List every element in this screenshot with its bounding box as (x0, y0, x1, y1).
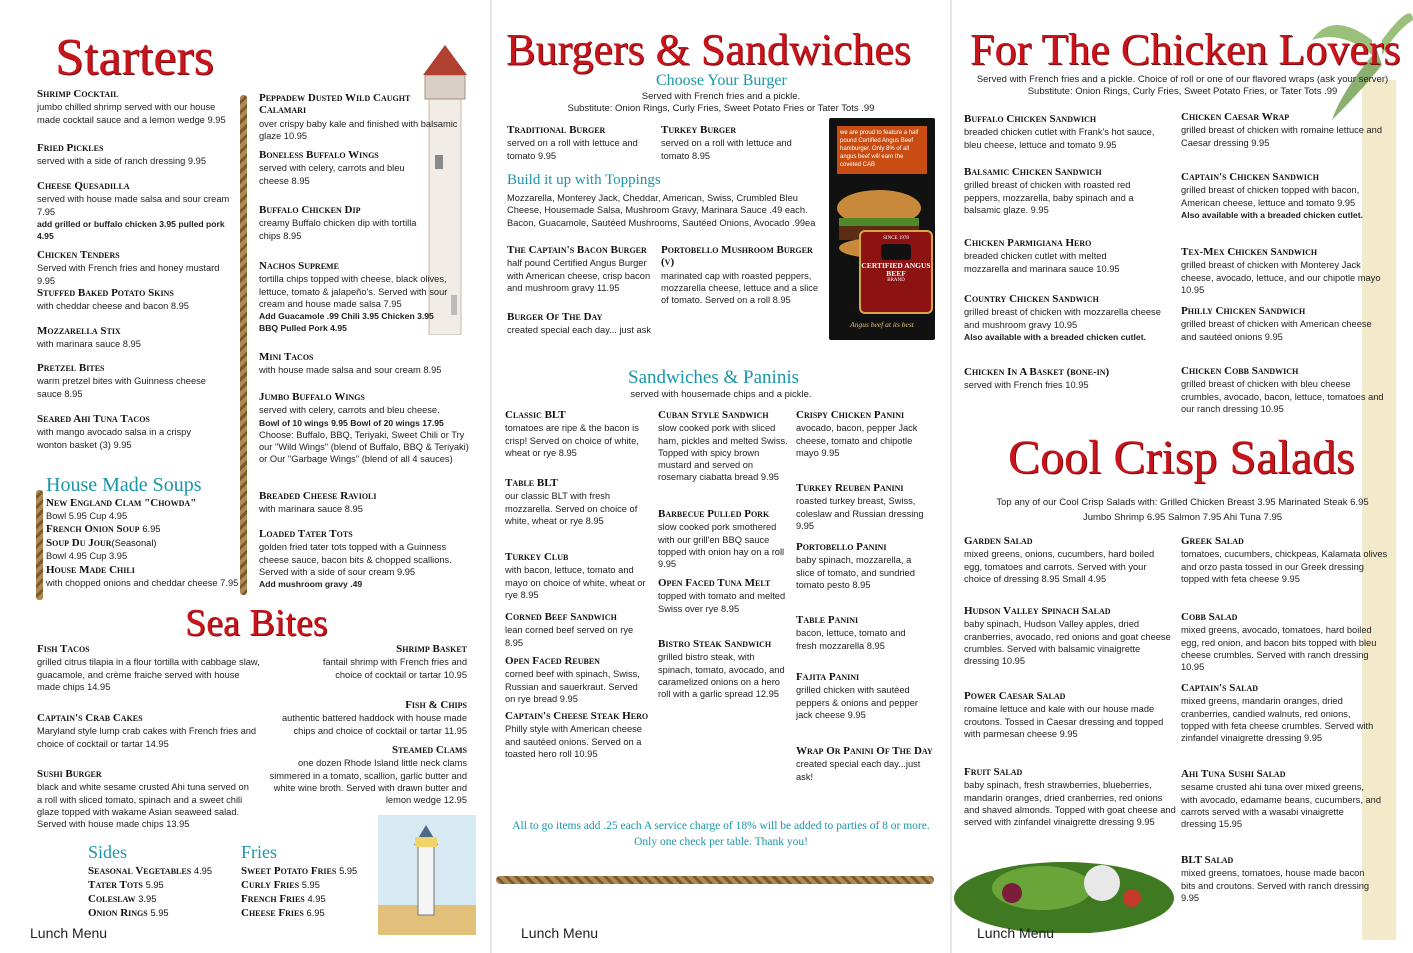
menu-item-name: Wrap Or Panini Of The Day (796, 745, 933, 757)
menu-item-description: created special each day...just ask! (796, 759, 921, 782)
menu-item-description: corned beef with spinach, Swiss, Russian and sauerkraut. Served on rye bread 9.95 (505, 669, 640, 704)
menu-item-name: Fajita Panini (796, 671, 860, 683)
menu-item-description: bacon, lettuce, tomato and fresh mozzarella 8.95 (796, 628, 906, 651)
menu-item-name: Fruit Salad (964, 766, 1023, 778)
angus-tagline: Angus beef at its best (850, 320, 914, 329)
menu-item (796, 541, 926, 591)
menu-item-name: Chicken Parmigiana Hero (964, 237, 1092, 249)
menu-item-description: breaded chicken cutlet with Frank's hot sauce, bleu cheese, lettuce and tomato 9.95 (964, 127, 1155, 150)
menu-item (37, 249, 237, 287)
menu-item-description: slow cooked pork with sliced ham, pickles and melted Swiss. Topped with spicy brown mustard and served on rosemary ciabatta bread 9.95 (658, 423, 788, 483)
menu-item-name: Loaded Tater Tots (259, 528, 353, 540)
chicken-note-2: Substitute: Onion Rings, Curly Fries, Sweet Potato Fries, or Tater Tots .99 (1027, 86, 1338, 97)
menu-item-description: marinated cap with roasted peppers, mozzarella cheese, lettuce and a slice of tomato. Served on a roll 8.95 (661, 270, 819, 306)
menu-item (259, 391, 474, 466)
menu-item-description: avocado, bacon, pepper Jack cheese, tomato and chipotle mayo 9.95 (796, 423, 918, 458)
menu-item-description: half pound Certified Angus Burger with American cheese, crisp bacon and mushroom gravy 11.95 (507, 258, 651, 293)
menu-item-description: golden fried tater tots topped with a Guinness cheese sauce, bacon bits & chopped scallions. Served with a side of sour cream 9.95 (259, 542, 452, 577)
menu-item (37, 180, 237, 242)
menu-item-description: grilled breast of chicken with bleu cheese crumbles, avocado, bacon, lettuce, tomatoes and our ranch dressing 10.95 (1181, 379, 1384, 414)
menu-item-description: breaded chicken cutlet with melted mozzarella and marinara sauce 10.95 (964, 251, 1120, 274)
sides-list (88, 864, 212, 920)
menu-item-description: baby spinach, mozzarella, a slice of tomato, and sundried tomato pesto 8.95 (796, 555, 915, 590)
menu-item-name: Chicken In A Basket (bone-in) (964, 366, 1110, 378)
menu-item-name: Captain's Cheese Steak Hero (505, 710, 649, 722)
menu-item (37, 142, 237, 168)
menu-item-description: baby spinach, Hudson Valley apples, dried cranberries, avocado, red onions and goat cheese crumbles. Served with balsamic vinaigrette dressing 10.95 (964, 619, 1171, 667)
fries-item: Cheese Fries 6.95 (241, 907, 325, 919)
menu-item-name: Jumbo Buffalo Wings (259, 391, 365, 403)
menu-item (964, 766, 1176, 828)
menu-item-name: Crispy Chicken Panini (796, 409, 905, 421)
side-item: Tater Tots 5.95 (88, 879, 164, 891)
menu-item-description: authentic battered haddock with house made chips and choice of cocktail or tartar 11.95 (281, 713, 467, 736)
menu-item-name: Tex-Mex Chicken Sandwich (1181, 246, 1318, 258)
menu-item-name: Turkey Club (505, 551, 569, 563)
lighthouse-painting (378, 815, 476, 935)
menu-item (37, 287, 237, 313)
menu-item (1181, 171, 1371, 221)
menu-item-name: Pretzel Bites (37, 362, 105, 374)
menu-item-description: mixed greens, onions, cucumbers, hard boiled egg, tomatoes and carrots. Served with your choice of dressing 8.95 Small 4.95 (964, 549, 1155, 584)
menu-item-name: Breaded Cheese Ravioli (259, 490, 377, 502)
fries-item: Curly Fries 5.95 (241, 879, 320, 891)
menu-item-name: Portobello Mushroom Burger (v) (661, 244, 813, 269)
menu-item-description: baby spinach, fresh strawberries, blueberries, mandarin oranges, dried cranberries, red onions and shaved almonds. Topped with goat cheese and served with zinfandel vinaigrette dressing 9.95 (964, 780, 1176, 828)
soups-list: New England Clam "Chowda" Bowl 5.95 Cup 4.95 French Onion Soup 6.95 Soup Du Jour(Seasonal) Bowl 4.95 Cup 3.95 House Made Chili with chopped onions and cheddar cheese 7.95 (46, 496, 266, 589)
menu-item-name: Power Caesar Salad (964, 690, 1066, 702)
rope-divider-bottom (496, 876, 934, 884)
menu-item (37, 712, 262, 750)
menu-item (507, 311, 667, 337)
burgers-title: Burgers & Sandwiches (506, 25, 911, 74)
menu-item-description: mixed greens, mandarin oranges, dried cranberries, candied walnuts, red onions, topped with feta cheese crumbles. Served with zinfandel vinaigrette dressing 9.95 (1181, 696, 1374, 744)
menu-item-description: grilled breast of chicken topped with bacon, American cheese, lettuce and tomato 9.95 (1181, 185, 1360, 208)
menu-item (505, 611, 645, 649)
menu-item-name: Cuban Style Sandwich (658, 409, 769, 421)
menu-item-description: warm pretzel bites with Guinness cheese sauce 8.95 (37, 376, 206, 399)
paninis-note: served with housemade chips and a pickle. (630, 389, 812, 400)
menu-item-description: sesame crusted ahi tuna over mixed greens, with avocado, edamame beans, cucumbers, and carrots served with a wasabi vinaigrette dressing 15.95 (1181, 782, 1381, 830)
menu-item-description: lean corned beef served on rye 8.95 (505, 625, 634, 648)
menu-item-name: Boneless Buffalo Wings (259, 149, 379, 161)
soup-item-french-onion: French Onion Soup 6.95 (46, 523, 161, 536)
angus-promo-text: we are proud to feature a half pound Certified Angus Beef hamburger. Only 8% of all angus beef will earn the coveted CAB (837, 126, 927, 174)
menu-item-name: Balsamic Chicken Sandwich (964, 166, 1102, 178)
menu-item (661, 244, 821, 306)
menu-item (1181, 768, 1381, 830)
menu-item-name: Buffalo Chicken Dip (259, 204, 361, 216)
menu-item-name: Open Faced Reuben (505, 655, 600, 667)
menu-item-name: Burger Of The Day (507, 311, 603, 323)
menu-item-name: Nachos Supreme (259, 260, 339, 272)
menu-item-name: Shrimp Basket (396, 643, 467, 655)
side-item: Seasonal Vegetables 4.95 (88, 865, 213, 877)
menu-item (1181, 535, 1391, 585)
soups-title: House Made Soups (46, 474, 202, 496)
menu-item (1181, 246, 1391, 296)
menu-item (658, 638, 790, 700)
menu-item (259, 260, 449, 335)
footer-label: Lunch Menu (977, 925, 1055, 941)
menu-item (37, 768, 252, 830)
menu-item-description: with marinara sauce 8.95 (37, 339, 141, 350)
menu-item (37, 413, 202, 451)
menu-item (37, 88, 237, 126)
menu-item-name: Sushi Burger (37, 768, 102, 780)
footer-label: Lunch Menu (30, 925, 108, 941)
menu-item-description: served with celery, carrots and bleu cheese 8.95 (259, 163, 405, 186)
menu-item-description: grilled bistro steak, with spinach, tomato, avocado, and caramelized onions on a hero roll with a garlic spread 12.95 (658, 652, 785, 700)
menu-item (505, 477, 650, 527)
menu-item-description: with marinara sauce 8.95 (259, 504, 363, 515)
menu-item (1181, 365, 1391, 415)
menu-item (505, 710, 650, 760)
menu-item-name: Captain's Chicken Sandwich (1181, 171, 1319, 183)
menu-item (964, 690, 1174, 740)
menu-item (964, 113, 1164, 151)
menu-item-description: add grilled or buffalo chicken 3.95 pulled pork 4.95 (37, 218, 225, 242)
menu-item-name: Greek Salad (1181, 535, 1244, 547)
burgers-subtitle: Choose Your Burger (656, 72, 787, 89)
menu-item-description: grilled breast of chicken with romaine lettuce and Caesar dressing 9.95 (1181, 125, 1383, 148)
burgers-note-1: Served with French fries and a pickle. (641, 91, 801, 102)
menu-item-description: Bowl of 10 wings 9.95 Bowl of 20 wings 17.95 (259, 417, 444, 428)
menu-item (262, 744, 467, 806)
menu-item (1181, 111, 1386, 149)
cow-icon (881, 244, 911, 260)
menu-item (505, 551, 655, 601)
menu-item-name: Philly Chicken Sandwich (1181, 305, 1306, 317)
menu-item-description: served on a roll with lettuce and tomato 8.95 (661, 138, 792, 161)
menu-item (1181, 854, 1371, 904)
menu-item (964, 237, 1154, 275)
menu-item-description: grilled citrus tilapia in a flour tortilla with cabbage slaw, guacamole, and crème fraiche served with house made chips 14.95 (37, 657, 260, 692)
menu-item-description: grilled breast of chicken with mozzarella cheese and mushroom gravy 10.95 (964, 307, 1161, 330)
menu-item-name: Bistro Steak Sandwich (658, 638, 772, 650)
menu-item-description: with bacon, lettuce, tomato and mayo on choice of white, wheat or rye 8.95 (505, 565, 646, 600)
fries-item: French Fries 4.95 (241, 893, 326, 905)
menu-item (796, 614, 926, 652)
menu-item-name: Fried Pickles (37, 142, 104, 154)
menu-item-description: created special each day... just ask (507, 325, 652, 336)
menu-item-name: Cheese Quesadilla (37, 180, 130, 192)
menu-item-name: Barbecue Pulled Pork (658, 508, 770, 520)
menu-item (658, 409, 790, 484)
menu-panel-right (952, 0, 1413, 953)
menu-item-name: Chicken Cobb Sandwich (1181, 365, 1299, 377)
footer-label: Lunch Menu (521, 925, 599, 941)
menu-item-name: Hudson Valley Spinach Salad (964, 605, 1111, 617)
menu-item (964, 366, 1154, 392)
menu-item-description: roasted turkey breast, Swiss, coleslaw and Russian dressing 9.95 (796, 496, 924, 531)
menu-item-description: mixed greens, avocado, tomatoes, hard boiled egg, red onion, and bacon bits topped with bleu cheese crumbles. Served with ranch dressing 10.95 (1181, 625, 1377, 673)
menu-item-description: mixed greens, tomatoes, house made bacon bits and croutons. Served with ranch dressing 9.95 (1181, 868, 1370, 903)
menu-item-name: Mozzarella Stix (37, 325, 121, 337)
menu-item (964, 605, 1174, 667)
menu-item-name: Garden Salad (964, 535, 1033, 547)
sea-bites-title: Sea Bites (185, 602, 328, 644)
menu-item (796, 745, 936, 783)
menu-item (37, 325, 237, 351)
menu-item-name: Peppadew Dusted Wild Caught Calamari (259, 92, 411, 117)
menu-item-name: Chicken Tenders (37, 249, 120, 261)
menu-panel-left (0, 0, 490, 953)
menu-item-description: with cheddar cheese and bacon 8.95 (37, 301, 189, 312)
chicken-note-1: Served with French fries and a pickle. Choice of roll or one of our flavored wraps (ask your server) (976, 74, 1389, 85)
menu-item-description: Add Guacamole .99 Chili 3.95 Chicken 3.95 BBQ Pulled Pork 4.95 (259, 311, 434, 334)
menu-item (300, 643, 467, 681)
menu-item-description: tomatoes are ripe & the bacon is crisp! Served on choice of white, wheat or rye 8.95 (505, 423, 639, 458)
menu-item-description: fantail shrimp with French fries and choice of cocktail or tartar 10.95 (322, 657, 467, 680)
menu-item (658, 577, 790, 615)
menu-item (1181, 682, 1381, 744)
menu-item-description: Served with French fries and honey mustard 9.95 (37, 263, 220, 286)
menu-item (658, 508, 790, 570)
menu-item-name: Captain's Salad (1181, 682, 1259, 694)
menu-item-name: Open Faced Tuna Melt (658, 577, 771, 589)
menu-item (259, 351, 449, 377)
menu-item-name: Traditional Burger (507, 124, 606, 136)
menu-item-description: Philly style with American cheese and sautéed onions. Served on a toasted hero roll 10.95 (505, 724, 642, 759)
menu-item-name: Mini Tacos (259, 351, 314, 363)
menu-item-name: Country Chicken Sandwich (964, 293, 1099, 305)
menu-item (964, 166, 1164, 216)
toppings-title: Build it up with Toppings (507, 172, 661, 188)
menu-item-description: grilled breast of chicken with roasted red peppers, mozzarella, baby spinach and a balsamic glaze. 9.95 (964, 180, 1134, 215)
menu-item (505, 409, 650, 459)
menu-item-description: grilled breast of chicken with Monterey Jack cheese, avocado, lettuce, and our chipotle mayo 10.95 (1181, 260, 1381, 295)
salads-note-2: Jumbo Shrimp 6.95 Salmon 7.95 Ahi Tuna 7.95 (1082, 512, 1283, 523)
menu-item-name: Fish & Chips (405, 699, 467, 711)
menu-item-description: tomatoes, cucumbers, chickpeas, Kalamata olives and orzo pasta tossed in our Greek dressing topped with feta cheese 9.95 (1181, 549, 1388, 584)
menu-item (259, 204, 419, 242)
menu-item-description: tortilla chips topped with cheese, black olives, lettuce, tomato & jalapeño's. Served with sour cream and house made salsa 7.95 (259, 274, 448, 309)
menu-item-name: Captain's Crab Cakes (37, 712, 143, 724)
menu-item-description: topped with tomato and melted Swiss over rye 8.95 (658, 591, 786, 614)
menu-item-name: Turkey Reuben Panini (796, 482, 904, 494)
menu-item (796, 409, 936, 459)
menu-item-description: grilled chicken with sautéed peppers & onions and pepper jack cheese 9.95 (796, 685, 918, 720)
salads-note-1: Top any of our Cool Crisp Salads with: Grilled Chicken Breast 3.95 Marinated Steak 6.95 (996, 497, 1369, 508)
menu-item (259, 92, 459, 142)
menu-item (1181, 305, 1381, 343)
menu-item (259, 528, 464, 590)
menu-item-description: creamy Buffalo chicken dip with tortilla chips 8.95 (259, 218, 417, 241)
soup-item-chowda: New England Clam "Chowda" (46, 497, 197, 509)
menu-item-description: served with French fries 10.95 (964, 380, 1089, 391)
fries-list (241, 864, 357, 920)
menu-item-description: black and white sesame crusted Ahi tuna served on a roll with sliced tomato, spinach and a sweet chili glaze topped with wakame Asian seaweed salad. Served with house made chips 13.95 (37, 782, 249, 830)
menu-item (507, 244, 652, 294)
side-item: Coleslaw 3.95 (88, 893, 157, 905)
angus-promo-box (829, 118, 935, 340)
menu-item (661, 124, 811, 162)
menu-item-name: Steamed Clams (391, 744, 467, 756)
menu-item-description: Also available with a breaded chicken cutlet. (1181, 209, 1363, 220)
soup-item-chili: House Made Chili (46, 563, 135, 576)
menu-item (964, 293, 1169, 343)
menu-item (964, 535, 1174, 585)
menu-item-description: served with a side of ranch dressing 9.95 (37, 156, 206, 167)
burgers-note-2: Substitute: Onion Rings, Curly Fries, Sweet Potato Fries or Tater Tots .99 (567, 103, 875, 114)
menu-item-description: with house made salsa and sour cream 8.95 (259, 365, 442, 376)
menu-item (37, 643, 262, 693)
menu-item (259, 490, 449, 516)
menu-item (507, 124, 652, 162)
menu-item-description: served with house made salsa and sour cream 7.95 (37, 194, 230, 217)
menu-item-name: Shrimp Cocktail (37, 88, 119, 100)
starters-title: Starters (55, 29, 214, 86)
fries-title: Fries (241, 842, 277, 862)
menu-item (796, 482, 936, 532)
soup-item-du-jour: Soup Du Jour(Seasonal) (46, 537, 157, 550)
paninis-title: Sandwiches & Paninis (628, 367, 799, 388)
sides-title: Sides (88, 842, 128, 862)
salads-title: Cool Crisp Salads (1008, 431, 1355, 484)
menu-item-name: The Captain's Bacon Burger (507, 244, 647, 256)
menu-item-description: slow cooked pork smothered with our grill'en BBQ sauce topped with onion hay on a roll 9.95 (658, 522, 785, 570)
menu-item (259, 149, 419, 187)
menu-item-description: one dozen Rhode Island little neck clams simmered in a tomato, scallion, garlic butter and white wine broth. Served with drawn butter and lemon wedge 12.95 (269, 758, 467, 806)
fries-item: Sweet Potato Fries 5.95 (241, 865, 358, 877)
angus-badge: SINCE 1978 CERTIFIED ANGUS BEEF BRAND (859, 230, 933, 314)
menu-item-description: served with celery, carrots and bleu cheese. (259, 405, 440, 416)
menu-item-description: over crispy baby kale and finished with balsamic glaze 10.95 (259, 118, 458, 141)
menu-item-name: Classic BLT (505, 409, 566, 421)
menu-item-name: Seared Ahi Tuna Tacos (37, 413, 150, 425)
menu-item-name: Stuffed Baked Potato Skins (37, 287, 174, 299)
menu-item-description: served on a roll with lettuce and tomato 9.95 (507, 138, 638, 161)
menu-item (1181, 611, 1391, 673)
menu-item-name: Fish Tacos (37, 643, 90, 655)
menu-item-name: Buffalo Chicken Sandwich (964, 113, 1097, 125)
salad-photo (952, 838, 1177, 933)
menu-item (505, 655, 650, 705)
menu-item-description: jumbo chilled shrimp served with our house made cocktail sauce and a lemon wedge 9.95 (37, 102, 226, 125)
menu-item-name: Ahi Tuna Sushi Salad (1181, 768, 1286, 780)
menu-item-name: Portobello Panini (796, 541, 887, 553)
menu-item-name: Cobb Salad (1181, 611, 1238, 623)
rope-divider-soups (36, 490, 43, 600)
menu-item-description: grilled breast of chicken with American cheese and sautéed onions 9.95 (1181, 319, 1372, 342)
menu-item-name: BLT Salad (1181, 854, 1234, 866)
menu-item-name: Table Panini (796, 614, 859, 626)
menu-item-name: Chicken Caesar Wrap (1181, 111, 1290, 123)
menu-item-description: romaine lettuce and kale with our house made croutons. Tossed in Caesar dressing and topped with parmesan cheese 9.95 (964, 704, 1164, 739)
menu-item (796, 671, 936, 721)
menu-item-name: Turkey Burger (661, 124, 737, 136)
menu-item-description: Also available with a breaded chicken cutlet. (964, 331, 1146, 342)
side-item: Onion Rings 5.95 (88, 907, 169, 919)
toppings-list: Mozzarella, Monterey Jack, Cheddar, American, Swiss, Crumbled Bleu Cheese, Housemade Salsa, Mushroom Gravy, Marinara Sauce .49 each. Bacon, Guacamole, Sautéed Mushrooms, Sautéed Onions, Avocado .99ea (507, 193, 816, 228)
chicken-title: For The Chicken Lovers (970, 25, 1401, 74)
menu-item-description: our classic BLT with fresh mozzarella. Served on choice of white, wheat or rye 8.95 (505, 491, 638, 526)
menu-item-description: Add mushroom gravy .49 (259, 579, 363, 590)
menu-item-name: Corned Beef Sandwich (505, 611, 617, 623)
menu-item-name: Table BLT (505, 477, 558, 489)
menu-item-description: with mango avocado salsa in a crispy wonton basket (3) 9.95 (37, 427, 191, 450)
menu-item-description: Choose: Buffalo, BBQ, Teriyaki, Sweet Chili or Try our "Wild Wings" (blend of Buffalo, BBQ & Teriyaki) or Our "Garbage Wings" (blend of all 4 sauces) (259, 429, 469, 465)
menu-item (262, 699, 467, 737)
menu-panel-middle (492, 0, 950, 953)
menu-item-description: Maryland style lump crab cakes with French fries and choice of cocktail or tartar 14.95 (37, 726, 257, 749)
policy-note: All to go items add .25 each A service charge of 18% will be added to parties of 8 or more. Only one check per table. Thank you! (512, 820, 930, 848)
menu-item (37, 362, 207, 400)
